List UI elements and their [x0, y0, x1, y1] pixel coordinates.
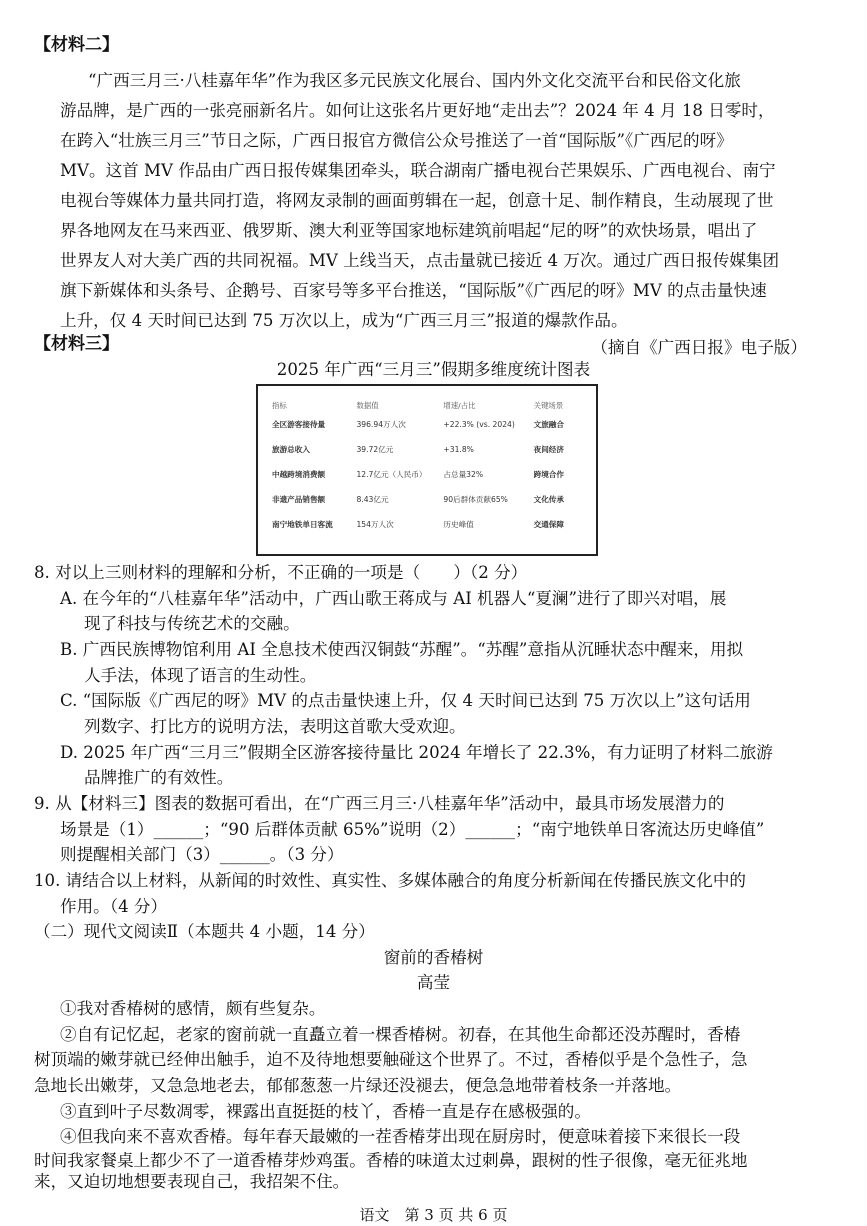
q8-option-d: D. 2025 年广西“三月三”假期全区游客接待量比 2024 年增长了 22.3%，有力证明了材料二旅游: [60, 743, 773, 762]
table-cell: +31.8%: [443, 445, 474, 454]
table-cell: +22.3% (vs. 2024): [443, 420, 515, 429]
material2-source: （摘自《广西日报》电子版）: [591, 338, 807, 357]
q8-option-a: A. 在今年的“八桂嘉年华”活动中，广西山歌王蒋成与 AI 机器人“夏澜”进行了即兴对唱，展: [60, 589, 727, 608]
material2-line: 在跨入“壮族三月三”节日之际，广西日报官方微信公众号推送了一首“国际版”《广西尼的呀》: [60, 131, 733, 150]
material2-header: 【材料二】: [34, 35, 119, 55]
material2-line: 电视台等媒体力量共同打造，将网友录制的画面剪辑在一起，创意十足、制作精良，生动展现了世: [60, 191, 774, 210]
q8-option-b: B. 广西民族博物馆利用 AI 全息技术使西汉铜鼓“苏醒”。“苏醒”意指从沉睡状态中醒来，用拟: [60, 640, 744, 659]
question-9-cont: 场景是（1）______；“90 后群体贡献 65%”说明（2）______；“南宁地铁单日客流达历史峰值”: [60, 820, 765, 839]
table-row: [258, 462, 596, 487]
table-cell: 旅游总收入: [272, 445, 310, 454]
material2-line: 世界友人对大美广西的共同祝福。MV 上线当天，点击量就已接近 4 万次。通过广西日报传媒集团: [60, 251, 780, 270]
table-row: [258, 512, 596, 537]
table-row: [258, 487, 596, 512]
statistics-table-grid: [258, 398, 596, 537]
paragraph-3: ③直到叶子尽数凋零，裸露出直挺挺的枝丫，香椿一直是存在感极强的。: [60, 1102, 591, 1121]
table-cell: 文旅融合: [533, 420, 564, 429]
table-row: [258, 412, 596, 437]
table-header-cell: 关键场景: [533, 400, 564, 410]
section-header: （二）现代文阅读Ⅱ（本题共 4 小题，14 分）: [34, 922, 375, 941]
table-cell: 8.43亿元: [356, 495, 389, 504]
table-cell: 南宁地铁单日客流: [272, 520, 333, 529]
page-number: 语文 第 3 页 共 6 页: [359, 1206, 508, 1224]
question-9: 9. 从【材料三】图表的数据可看出，在“广西三月三·八桂嘉年华”活动中，最具市场发展潜力的: [34, 794, 725, 813]
q8-option-d-cont: 品牌推广的有效性。: [84, 768, 234, 787]
paragraph-4-cont: 时间我家餐桌上都少不了一道香椿芽炒鸡蛋。香椿的味道太过刺鼻，跟树的性子很像，毫无征兆地: [34, 1151, 748, 1170]
table-cell: 全区游客接待量: [272, 420, 326, 429]
table-cell: 非遗产品销售额: [272, 495, 326, 504]
material2-line: “广西三月三·八桂嘉年华”作为我区多元民族文化展台、国内外文化交流平台和民俗文化旅: [88, 71, 741, 90]
paragraph-1: ①我对香椿树的感情，颇有些复杂。: [60, 999, 326, 1018]
material2-line: 上升，仅 4 天时间已达到 75 万次以上，成为“广西三月三”报道的爆款作品。: [60, 311, 628, 330]
table-header-cell: 指标: [272, 400, 287, 410]
q8-option-b-cont: 人手法，体现了语言的生动性。: [84, 666, 317, 685]
table-cell: 交通保障: [533, 520, 564, 529]
table-cell: 文化传承: [533, 495, 564, 504]
table-cell: 跨境合作: [533, 470, 564, 479]
article-author: 高莹: [416, 973, 451, 992]
table-header-row: [258, 398, 596, 412]
paragraph-2: ②自有记忆起，老家的窗前就一直矗立着一棵香椿树。初春，在其他生命都还没苏醒时，香椿: [60, 1025, 741, 1044]
paragraph-4: ④但我向来不喜欢香椿。每年春天最嫩的一茬香椿芽出现在厨房时，便意味着接下来很长一段: [60, 1127, 741, 1146]
table-cell: 夜间经济: [533, 445, 564, 454]
q8-option-c: C. “国际版《广西尼的呀》MV 的点击量快速上升，仅 4 天时间已达到 75 万次以上”这句话用: [60, 691, 751, 710]
table-cell: 154万人次: [356, 520, 394, 529]
material2-line: 旗下新媒体和头条号、企鹅号、百家号等多平台推送，“国际版”《广西尼的呀》MV 的点击量快速: [60, 281, 767, 300]
statistics-table: [256, 384, 598, 556]
paragraph-2-cont: 树顶端的嫩芽就已经伸出触手，迫不及待地想要触碰这个世界了。不过，香椿似乎是个急性子，急: [34, 1050, 748, 1069]
question-10-cont: 作用。（4 分）: [60, 897, 168, 916]
table-cell: 中越跨境消费额: [272, 470, 326, 479]
table-cell: 90后群体贡献65%: [443, 495, 508, 504]
question-9-cont: 则提醒相关部门（3）______。（3 分）: [60, 845, 344, 864]
table-cell: 12.7亿元（人民币）: [356, 470, 427, 479]
chart-title: 2025 年广西“三月三”假期多维度统计图表: [276, 360, 591, 379]
table-row: [258, 437, 596, 462]
material3-header: 【材料三】: [34, 334, 119, 354]
paragraph-4-last: 来，又迫切地想要表现自己，我招架不住。: [34, 1172, 350, 1191]
question-10: 10. 请结合以上材料，从新闻的时效性、真实性、多媒体融合的角度分析新闻在传播民族文化中的: [34, 871, 747, 890]
table-header-cell: 增速/占比: [443, 400, 476, 410]
material2-line: MV。这首 MV 作品由广西日报传媒集团牵头，联合湖南广播电视台芒果娱乐、广西电视台、南宁: [60, 161, 776, 180]
q8-option-c-cont: 列数字、打比方的说明方法，表明这首歌大受欢迎。: [84, 717, 466, 736]
table-cell: 39.72亿元: [356, 445, 394, 454]
article-title: 窗前的香椿树: [383, 948, 484, 967]
table-cell: 占总量32%: [443, 470, 484, 479]
table-header-cell: 数据值: [356, 400, 379, 410]
paragraph-2-cont: 急地长出嫩芽，又急急地老去，郁郁葱葱一片绿还没褪去，便急急地带着枝条一并落地。: [34, 1076, 682, 1095]
q8-option-a-cont: 现了科技与传统艺术的交融。: [84, 614, 300, 633]
material2-line: 界各地网友在马来西亚、俄罗斯、澳大利亚等国家地标建筑前唱起“尼的呀”的欢快场景，唱出了: [60, 221, 758, 240]
question-8: 8. 对以上三则材料的理解和分析，不正确的一项是（ ）（2 分）: [34, 563, 528, 582]
table-cell: 396.94万人次: [356, 420, 406, 429]
table-cell: 历史峰值: [443, 520, 474, 529]
material2-line: 游品牌，是广西的一张亮丽新名片。如何让这张名片更好地“走出去”？2024 年 4 月 18 日零时，: [60, 101, 775, 120]
